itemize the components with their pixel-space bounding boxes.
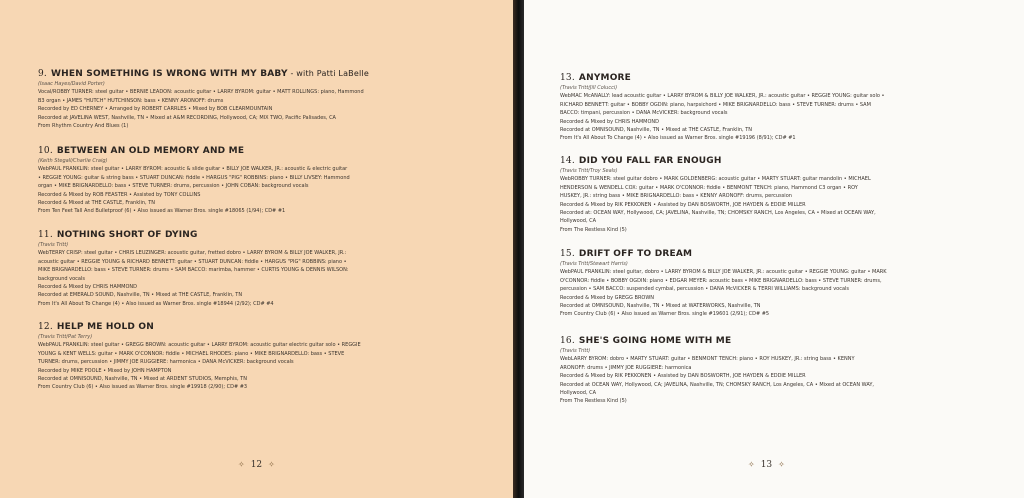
credit-line: percussion • SAM BACCO: suspended cymbal, percussion • DANA McVICKER & TERRI WILLIAMS: background vocals — [560, 286, 850, 293]
track-credit — [38, 321, 361, 392]
songwriter-credit: (Keith Stegall/Charlie Craig) — [38, 158, 108, 164]
credit-line: From Country Club (6) • Also issued as Warner Bros. single #19918 (2/90); CD# #3 — [38, 384, 248, 391]
credit-line: YOUNG & KENT WELLS: guitar • MARK O'CONNOR: fiddle • MICHAEL RHODES: piano • MIKE BRIGNARDELLO: bass • STEVE — [38, 350, 345, 357]
track-credit — [560, 72, 884, 143]
track-credit — [560, 335, 874, 406]
folio-ornament-icon: ✧ — [268, 460, 275, 469]
credit-line: From Ten Feet Tall And Bulletproof (6) • Also issued as Warner Bros. single #18065 (1/94); CD# #1 — [38, 208, 286, 215]
credit-line: HUSKEY, JR.: string bass • MIKE BRIGNARDELLO: bass • KENNY ARONOFF: drums, percussion — [560, 193, 792, 200]
credit-line: From The Restless Kind (5) — [560, 398, 627, 405]
credit-line: Recorded & Mixed by RIK PEKKONEN • Assisted by DAN BOSWORTH, JOE HAYDEN & EDDIE MILLER — [560, 373, 806, 380]
credit-line: Hollywood, CA — [560, 390, 597, 397]
credit-line: Recorded & Mixed by CHRIS HAMMOND — [38, 284, 137, 291]
credit-line: From It's All About To Change (4) • Also issued as Warner Bros. single #18944 (2/92); CD# #4 — [38, 300, 274, 307]
track-heading — [38, 229, 349, 241]
track-number: 15. — [560, 249, 575, 259]
track-heading — [560, 155, 876, 167]
credit-line: Vocal/ROBBY TURNER: steel guitar • BERNIE LEADON: acoustic guitar • LARRY BYROM: guitar • MATT ROLLINGS: piano, Hammond — [38, 89, 364, 96]
credit-line: WebROBBY TURNER: steel guitar dobro • MARK GOLDENBERG: acoustic guitar • MARTY STUART: guitar mandolin • MICHAEL — [560, 176, 871, 183]
right-page — [524, 0, 1024, 498]
track-title: ANYMORE — [578, 73, 632, 83]
track-heading — [560, 335, 874, 347]
credit-line: Recorded at OCEAN WAY, Hollywood, CA; JAVELINA, Nashville, TN; CHOMSKY RANCH, Los Angeles, CA • Mixed at OCEAN WAY, — [560, 381, 874, 388]
credit-line: From The Restless Kind (5) — [560, 226, 627, 233]
track-number: 14. — [560, 156, 575, 166]
folio-ornament-icon: ✧ — [238, 460, 245, 469]
track-heading — [560, 72, 884, 84]
track-title: BETWEEN AN OLD MEMORY AND ME — [56, 146, 245, 156]
credit-line: acoustic guitar • REGGIE YOUNG & RICHARD BENNETT: guitar • STUART DUNCAN: fiddle • HARGUS "PIG" ROBBINS: piano • — [38, 258, 347, 265]
credit-line: Recorded at: OCEAN WAY, Hollywood, CA; JAVELINA, Nashville, TN; CHOMSKY RANCH, Los Angeles, CA • Mixed at OCEAN WAY, — [560, 210, 876, 217]
track-credit — [38, 145, 350, 216]
track-title: NOTHING SHORT OF DYING — [56, 230, 198, 240]
credit-line: WebPAUL FRANKLIN: steel guitar • GREGG BROWN: acoustic guitar • LARRY BYROM: acoustic guitar electric guitar solo • REGGIE — [38, 342, 361, 349]
credit-line: Recorded & Mixed by RIK PEKKONEN • Assisted by DAN BOSWORTH, JOE HAYDEN & EDDIE MILLER — [560, 201, 806, 208]
credit-line: Recorded at OMNISOUND, Nashville, TN • Mixed at THE CASTLE, Franklin, TN — [560, 127, 753, 134]
credit-line: B3 organ • JAMES "HUTCH" HUTCHINSON: bass • KENNY ARONOFF: drums — [38, 97, 224, 104]
credit-line: HENDERSON & WENDELL COX: guitar • MARK O'CONNOR: fiddle • BENMONT TENCH: piano, Hammond C3 organ • ROY — [560, 184, 858, 191]
track-heading — [38, 145, 350, 157]
track-title: HELP ME HOLD ON — [56, 322, 155, 332]
track-number: 11. — [38, 230, 53, 240]
credit-line: organ • MIKE BRIGNARDELLO: bass • STEVE TURNER: drums, percussion • JOHN COBAN: background vocals — [38, 183, 309, 190]
track-heading — [560, 248, 887, 260]
track-credit — [560, 248, 887, 319]
credit-line: Recorded & Mixed by ROB FEASTER • Assisted by TONY COLLINS — [38, 191, 201, 198]
credit-line: MIKE BRIGNARDELLO: bass • STEVE TURNER: drums • SAM BACCO: marimba, hammer • CURTIS YOUNG & DENNIS WILSON: — [38, 267, 349, 274]
left-page-number: 12 — [250, 460, 263, 470]
credit-line: BACCO: timpani, percussion • DANA McVICKER: background vocals — [560, 110, 728, 117]
track-number: 16. — [560, 336, 575, 346]
credit-line: Recorded & Mixed at THE CASTLE, Franklin, TN — [38, 200, 156, 207]
credit-line: WebPAUL FRANKLIN: steel guitar, dobro • LARRY BYROM & BILLY JOE WALKER, JR.: acoustic guitar • REGGIE YOUNG: guitar • MARK — [560, 269, 887, 276]
credit-line: • REGGIE YOUNG: guitar & string bass • STUART DUNCAN: fiddle • HARGUS "PIG" ROBBINS: piano • BILLY LIVSEY: Hammond — [38, 174, 350, 181]
credit-line: Recorded by MIKE POOLE • Mixed by JOHN HAMPTON — [38, 367, 172, 374]
left-page-folio — [232, 460, 281, 470]
credit-line: From Rhythm Country And Blues (1) — [38, 123, 129, 130]
songwriter-credit: (Travis Tritt/Pat Terry) — [38, 334, 93, 340]
credit-line: WebMAC McANALLY: lead acoustic guitar • LARRY BYROM & BILLY JOE WALKER, JR.: acoustic guitar • REGGIE YOUNG: guitar solo • — [560, 93, 885, 100]
credit-line: RICHARD BENNETT: guitar • BOBBY OGDIN: piano, harpsichord • MIKE BRIGNARDELLO: bass • STEVE TURNER: drums • SAM — [560, 101, 871, 108]
credit-line: Hollywood, CA — [560, 218, 597, 225]
credit-line: Recorded at OMNISOUND, Nashville, TN • Mixed at WATERWORKS, Nashville, TN — [560, 303, 761, 310]
track-title: DRIFT OFF TO DREAM — [578, 249, 693, 259]
songwriter-credit: (Travis Tritt) — [38, 242, 69, 248]
track-number: 13. — [560, 73, 575, 83]
folio-ornament-icon: ✧ — [748, 460, 755, 469]
track-title: SHE'S GOING HOME WITH ME — [578, 336, 732, 346]
track-number: 9. — [38, 69, 47, 79]
track-credit — [38, 68, 369, 130]
track-title: DID YOU FALL FAR ENOUGH — [578, 156, 722, 166]
credit-line: background vocals — [38, 275, 85, 282]
book-gutter — [513, 0, 524, 498]
songwriter-credit: (Travis Tritt) — [560, 348, 591, 354]
credit-line: TURNER: drums, percussion • JIMMY JOE RUGGIERE: harmonica • DANA McVICKER: background vocals — [38, 359, 294, 366]
songwriter-credit: (Isaac Hayes/David Porter) — [38, 81, 105, 87]
songwriter-credit: (Travis Tritt/Stewart Harris) — [560, 261, 628, 267]
credit-line: Recorded & Mixed by CHRIS HAMMOND — [560, 118, 659, 125]
track-heading — [38, 321, 361, 333]
credit-line: O'CONNOR: fiddle • BOBBY OGDIN: piano • EDGAR MEYER: acoustic bass • MIKE BRIGNARDELLO: bass • STEVE TURNER: drums, — [560, 277, 882, 284]
credit-line: WebLARRY BYROM: dobro • MARTY STUART: guitar • BENMONT TENCH: piano • ROY HUSKEY, JR.: string bass • KENNY — [560, 356, 855, 363]
credit-line: ARONOFF: drums • JIMMY JOE RUGGIERE: harmonica — [560, 364, 692, 371]
songwriter-credit: (Travis Tritt/Jill Colucci) — [560, 85, 618, 91]
credit-line: Recorded by ED CHERNEY • Arranged by ROBERT CARRLES • Mixed by BOB CLEARMOUNTAIN — [38, 106, 273, 113]
right-page-folio — [742, 460, 791, 470]
track-title: WHEN SOMETHING IS WRONG WITH MY BABY — [51, 69, 288, 79]
folio-ornament-icon: ✧ — [778, 460, 785, 469]
track-heading — [38, 68, 369, 80]
credit-line: WebTERRY CRISP: steel guitar • CHRIS LEUZINGER: acoustic guitar, fretted dobro • LARRY BYROM & BILLY JOE WALKER, JR.: — [38, 250, 347, 257]
credit-line: From It's All About To Change (4) • Also issued as Warner Bros. single #19196 (8/91); CD# #1 — [560, 135, 796, 142]
credit-line: Recorded at JAVELINA WEST, Nashville, TN • Mixed at A&M RECORDING, Hollywood, CA; MIX TWO, Pacific Palisades, CA — [38, 114, 336, 121]
track-credit — [38, 229, 349, 308]
track-number: 10. — [38, 146, 53, 156]
track-number: 12. — [38, 322, 53, 332]
songwriter-credit: (Travis Tritt/Troy Seals) — [560, 168, 618, 174]
credit-line: Recorded at EMERALD SOUND, Nashville, TN • Mixed at THE CASTLE, Franklin, TN — [38, 292, 243, 299]
credit-line: Recorded & Mixed by GREGG BROWN — [560, 294, 655, 301]
track-credit — [560, 155, 876, 234]
credit-line: From Country Club (6) • Also issued as Warner Bros. single #19601 (2/91); CD# #5 — [560, 311, 770, 318]
credit-line: WebPAUL FRANKLIN: steel guitar • LARRY BYROM: acoustic & slide guitar • BILLY JOE WALKER, JR.: acoustic & electric guitar — [38, 166, 348, 173]
credit-line: Recorded at OMNISOUND, Nashville, TN • Mixed at ARDENT STUDIOS, Memphis, TN — [38, 376, 247, 383]
right-page-number: 13 — [760, 460, 773, 470]
track-featuring: - with Patti LaBelle — [287, 69, 369, 78]
